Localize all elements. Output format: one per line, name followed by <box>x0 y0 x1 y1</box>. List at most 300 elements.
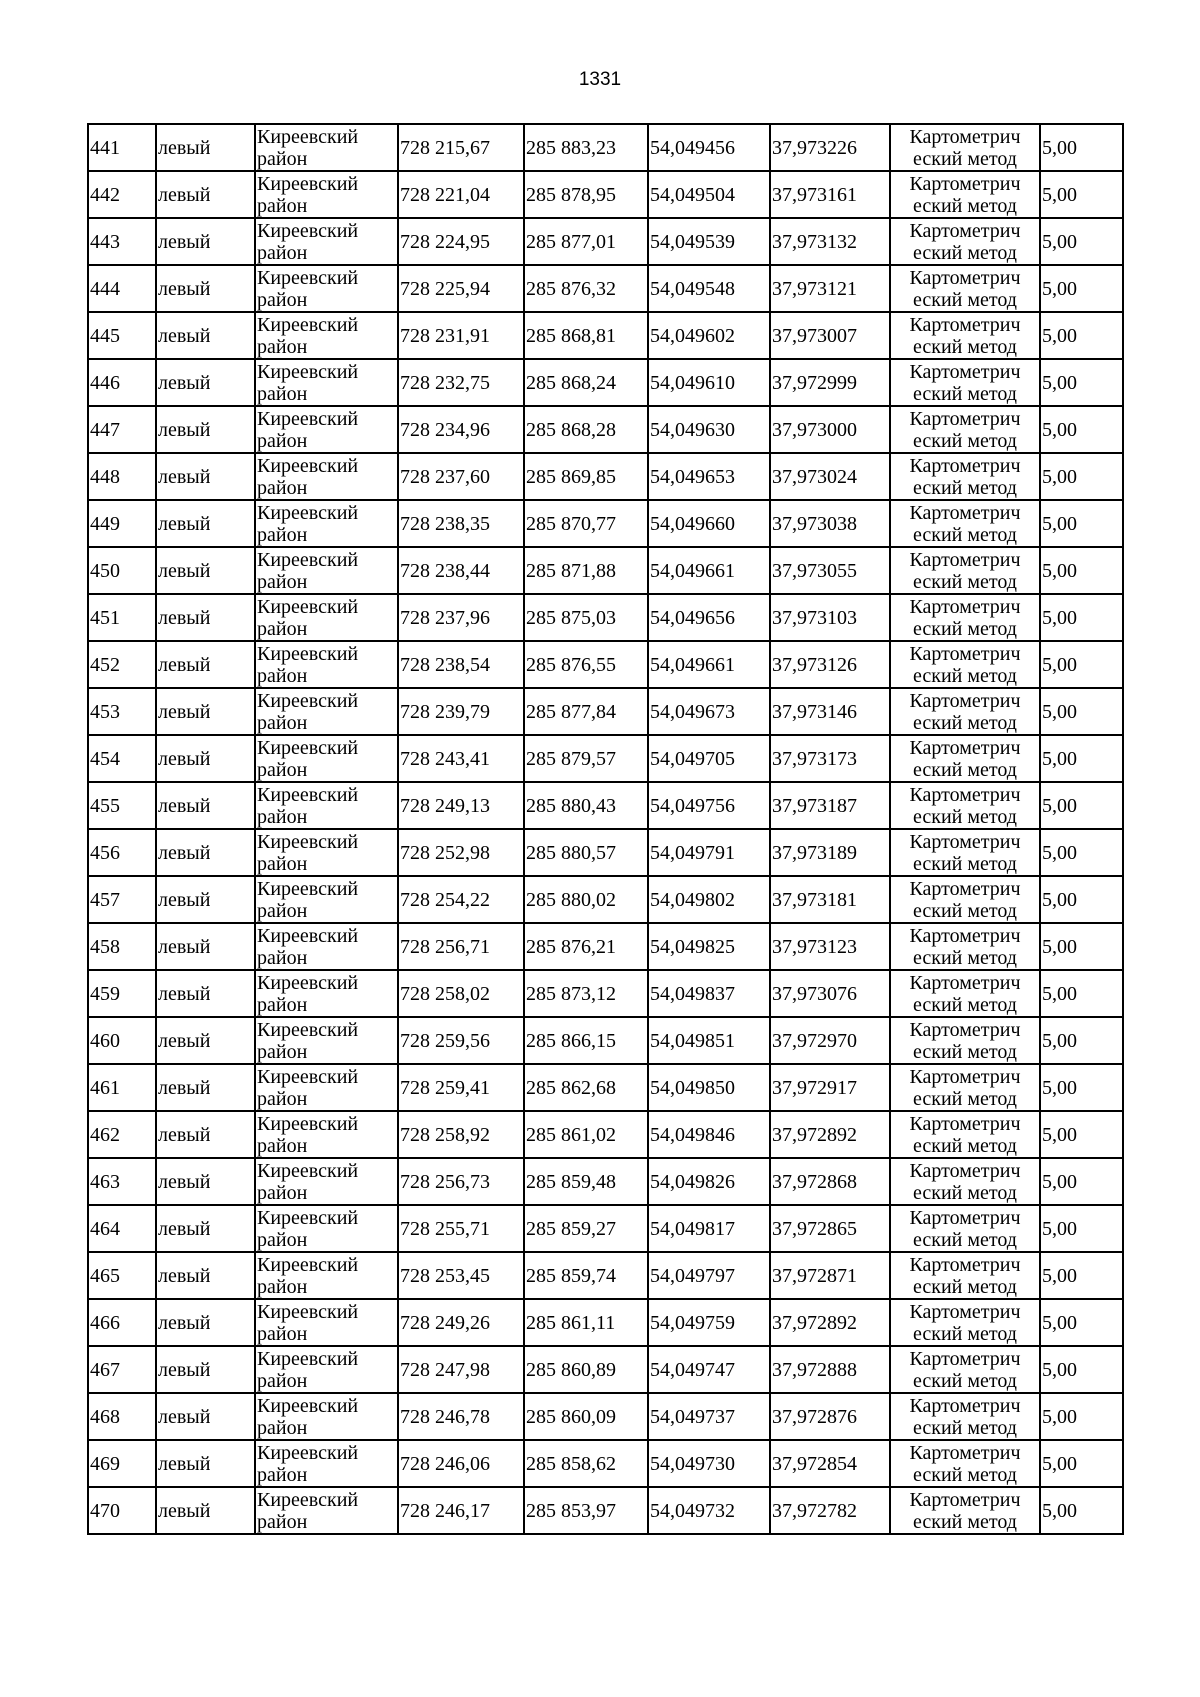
side-cell: левый <box>156 970 255 1017</box>
district-cell-line-2: район <box>257 1275 308 1298</box>
method-cell-line-1: Картометрич <box>909 219 1021 242</box>
x-coordinate-cell: 728 234,96 <box>398 406 524 453</box>
longitude-cell: 37,972854 <box>770 1440 890 1487</box>
method-cell-line-2: еский метод <box>913 1181 1017 1204</box>
y-coordinate-cell: 285 859,48 <box>524 1158 648 1205</box>
latitude-cell: 54,049846 <box>648 1111 770 1158</box>
district-cell <box>255 171 398 218</box>
method-cell-line-2: еский метод <box>913 288 1017 311</box>
method-cell-line-1: Картометрич <box>909 1441 1021 1464</box>
method-cell <box>890 124 1040 171</box>
district-cell <box>255 782 398 829</box>
method-cell-line-1: Картометрич <box>909 736 1021 759</box>
district-cell-line-1: Киреевский <box>257 1394 359 1417</box>
side-cell: левый <box>156 1487 255 1534</box>
district-cell <box>255 500 398 547</box>
longitude-cell: 37,973007 <box>770 312 890 359</box>
point-number-cell: 441 <box>88 124 156 171</box>
point-number-cell: 462 <box>88 1111 156 1158</box>
district-cell <box>255 1111 398 1158</box>
district-cell-line-2: район <box>257 1510 308 1533</box>
longitude-cell: 37,973132 <box>770 218 890 265</box>
latitude-cell: 54,049730 <box>648 1440 770 1487</box>
accuracy-cell: 5,00 <box>1040 923 1123 970</box>
y-coordinate-cell: 285 871,88 <box>524 547 648 594</box>
table-row <box>88 1205 1123 1252</box>
method-cell-line-1: Картометрич <box>909 1112 1021 1135</box>
method-cell-line-2: еский метод <box>913 1463 1017 1486</box>
district-cell-line-2: район <box>257 335 308 358</box>
longitude-cell: 37,973123 <box>770 923 890 970</box>
longitude-cell: 37,973121 <box>770 265 890 312</box>
y-coordinate-cell: 285 877,84 <box>524 688 648 735</box>
district-cell <box>255 406 398 453</box>
district-cell-line-1: Киреевский <box>257 407 359 430</box>
latitude-cell: 54,049825 <box>648 923 770 970</box>
y-coordinate-cell: 285 869,85 <box>524 453 648 500</box>
method-cell <box>890 829 1040 876</box>
district-cell <box>255 970 398 1017</box>
x-coordinate-cell: 728 232,75 <box>398 359 524 406</box>
longitude-cell: 37,972892 <box>770 1299 890 1346</box>
method-cell-line-2: еский метод <box>913 194 1017 217</box>
table-row <box>88 500 1123 547</box>
point-number-cell: 448 <box>88 453 156 500</box>
district-cell-line-2: район <box>257 664 308 687</box>
district-cell-line-2: район <box>257 194 308 217</box>
latitude-cell: 54,049504 <box>648 171 770 218</box>
y-coordinate-cell: 285 876,21 <box>524 923 648 970</box>
accuracy-cell: 5,00 <box>1040 1017 1123 1064</box>
method-cell-line-2: еский метод <box>913 946 1017 969</box>
district-cell-line-2: район <box>257 1463 308 1486</box>
longitude-cell: 37,972917 <box>770 1064 890 1111</box>
side-cell: левый <box>156 500 255 547</box>
table-row <box>88 453 1123 500</box>
point-number-cell: 442 <box>88 171 156 218</box>
accuracy-cell: 5,00 <box>1040 876 1123 923</box>
accuracy-cell: 5,00 <box>1040 782 1123 829</box>
method-cell <box>890 1111 1040 1158</box>
district-cell-line-2: район <box>257 711 308 734</box>
y-coordinate-cell: 285 860,89 <box>524 1346 648 1393</box>
district-cell-line-1: Киреевский <box>257 1347 359 1370</box>
district-cell-line-1: Киреевский <box>257 172 359 195</box>
longitude-cell: 37,972782 <box>770 1487 890 1534</box>
y-coordinate-cell: 285 880,02 <box>524 876 648 923</box>
side-cell: левый <box>156 1393 255 1440</box>
x-coordinate-cell: 728 237,96 <box>398 594 524 641</box>
district-cell <box>255 1440 398 1487</box>
table-row <box>88 124 1123 171</box>
method-cell <box>890 970 1040 1017</box>
district-cell-line-2: район <box>257 147 308 170</box>
point-number-cell: 444 <box>88 265 156 312</box>
method-cell <box>890 1487 1040 1534</box>
point-number-cell: 468 <box>88 1393 156 1440</box>
district-cell-line-1: Киреевский <box>257 1018 359 1041</box>
latitude-cell: 54,049732 <box>648 1487 770 1534</box>
method-cell-line-1: Картометрич <box>909 830 1021 853</box>
method-cell-line-2: еский метод <box>913 805 1017 828</box>
district-cell-line-1: Киреевский <box>257 501 359 524</box>
side-cell: левый <box>156 923 255 970</box>
side-cell: левый <box>156 1158 255 1205</box>
side-cell: левый <box>156 1440 255 1487</box>
longitude-cell: 37,972871 <box>770 1252 890 1299</box>
latitude-cell: 54,049602 <box>648 312 770 359</box>
longitude-cell: 37,972970 <box>770 1017 890 1064</box>
accuracy-cell: 5,00 <box>1040 1440 1123 1487</box>
side-cell: левый <box>156 359 255 406</box>
y-coordinate-cell: 285 866,15 <box>524 1017 648 1064</box>
district-cell <box>255 1487 398 1534</box>
side-cell: левый <box>156 124 255 171</box>
point-number-cell: 456 <box>88 829 156 876</box>
latitude-cell: 54,049630 <box>648 406 770 453</box>
side-cell: левый <box>156 1205 255 1252</box>
y-coordinate-cell: 285 876,32 <box>524 265 648 312</box>
accuracy-cell: 5,00 <box>1040 1111 1123 1158</box>
district-cell-line-1: Киреевский <box>257 1488 359 1511</box>
method-cell-line-1: Картометрич <box>909 1206 1021 1229</box>
accuracy-cell: 5,00 <box>1040 1299 1123 1346</box>
district-cell-line-2: район <box>257 1040 308 1063</box>
district-cell <box>255 1205 398 1252</box>
x-coordinate-cell: 728 259,56 <box>398 1017 524 1064</box>
table-row <box>88 265 1123 312</box>
latitude-cell: 54,049653 <box>648 453 770 500</box>
longitude-cell: 37,973187 <box>770 782 890 829</box>
district-cell <box>255 124 398 171</box>
district-cell <box>255 218 398 265</box>
longitude-cell: 37,972892 <box>770 1111 890 1158</box>
accuracy-cell: 5,00 <box>1040 1252 1123 1299</box>
table-row <box>88 594 1123 641</box>
method-cell-line-2: еский метод <box>913 1275 1017 1298</box>
latitude-cell: 54,049756 <box>648 782 770 829</box>
method-cell-line-2: еский метод <box>913 664 1017 687</box>
longitude-cell: 37,972868 <box>770 1158 890 1205</box>
side-cell: левый <box>156 1111 255 1158</box>
method-cell <box>890 1393 1040 1440</box>
method-cell-line-1: Картометрич <box>909 971 1021 994</box>
table-row <box>88 547 1123 594</box>
table-row <box>88 359 1123 406</box>
x-coordinate-cell: 728 247,98 <box>398 1346 524 1393</box>
latitude-cell: 54,049610 <box>648 359 770 406</box>
method-cell-line-1: Картометрич <box>909 689 1021 712</box>
district-cell <box>255 359 398 406</box>
method-cell-line-1: Картометрич <box>909 172 1021 195</box>
district-cell-line-2: район <box>257 1416 308 1439</box>
district-cell <box>255 641 398 688</box>
district-cell-line-2: район <box>257 852 308 875</box>
district-cell <box>255 312 398 359</box>
district-cell-line-2: район <box>257 570 308 593</box>
x-coordinate-cell: 728 254,22 <box>398 876 524 923</box>
latitude-cell: 54,049837 <box>648 970 770 1017</box>
table-row <box>88 171 1123 218</box>
method-cell <box>890 1064 1040 1111</box>
district-cell-line-2: район <box>257 1087 308 1110</box>
district-cell-line-2: район <box>257 429 308 452</box>
district-cell-line-2: район <box>257 758 308 781</box>
method-cell <box>890 547 1040 594</box>
longitude-cell: 37,973226 <box>770 124 890 171</box>
y-coordinate-cell: 285 859,74 <box>524 1252 648 1299</box>
method-cell-line-2: еский метод <box>913 429 1017 452</box>
side-cell: левый <box>156 829 255 876</box>
side-cell: левый <box>156 688 255 735</box>
method-cell-line-1: Картометрич <box>909 1488 1021 1511</box>
accuracy-cell: 5,00 <box>1040 1487 1123 1534</box>
y-coordinate-cell: 285 868,81 <box>524 312 648 359</box>
method-cell <box>890 1440 1040 1487</box>
point-number-cell: 450 <box>88 547 156 594</box>
district-cell-line-1: Киреевский <box>257 1253 359 1276</box>
side-cell: левый <box>156 1064 255 1111</box>
district-cell <box>255 1252 398 1299</box>
method-cell-line-2: еский метод <box>913 147 1017 170</box>
district-cell-line-2: район <box>257 288 308 311</box>
table-row <box>88 1017 1123 1064</box>
point-number-cell: 452 <box>88 641 156 688</box>
method-cell <box>890 359 1040 406</box>
y-coordinate-cell: 285 878,95 <box>524 171 648 218</box>
x-coordinate-cell: 728 249,13 <box>398 782 524 829</box>
point-number-cell: 460 <box>88 1017 156 1064</box>
y-coordinate-cell: 285 876,55 <box>524 641 648 688</box>
x-coordinate-cell: 728 255,71 <box>398 1205 524 1252</box>
x-coordinate-cell: 728 238,35 <box>398 500 524 547</box>
x-coordinate-cell: 728 221,04 <box>398 171 524 218</box>
method-cell <box>890 1299 1040 1346</box>
district-cell <box>255 265 398 312</box>
district-cell-line-2: район <box>257 1134 308 1157</box>
point-number-cell: 463 <box>88 1158 156 1205</box>
district-cell <box>255 735 398 782</box>
district-cell-line-2: район <box>257 523 308 546</box>
latitude-cell: 54,049817 <box>648 1205 770 1252</box>
point-number-cell: 461 <box>88 1064 156 1111</box>
method-cell-line-2: еский метод <box>913 1087 1017 1110</box>
method-cell-line-2: еский метод <box>913 335 1017 358</box>
district-cell <box>255 688 398 735</box>
longitude-cell: 37,972888 <box>770 1346 890 1393</box>
x-coordinate-cell: 728 225,94 <box>398 265 524 312</box>
y-coordinate-cell: 285 868,24 <box>524 359 648 406</box>
y-coordinate-cell: 285 873,12 <box>524 970 648 1017</box>
district-cell-line-1: Киреевский <box>257 360 359 383</box>
district-cell-line-2: район <box>257 1181 308 1204</box>
x-coordinate-cell: 728 238,54 <box>398 641 524 688</box>
table-row <box>88 1252 1123 1299</box>
y-coordinate-cell: 285 860,09 <box>524 1393 648 1440</box>
point-number-cell: 449 <box>88 500 156 547</box>
latitude-cell: 54,049660 <box>648 500 770 547</box>
district-cell <box>255 547 398 594</box>
method-cell <box>890 218 1040 265</box>
side-cell: левый <box>156 265 255 312</box>
table-row <box>88 1064 1123 1111</box>
y-coordinate-cell: 285 870,77 <box>524 500 648 547</box>
longitude-cell: 37,973103 <box>770 594 890 641</box>
district-cell-line-1: Киреевский <box>257 1300 359 1323</box>
table-body <box>88 124 1123 1534</box>
accuracy-cell: 5,00 <box>1040 594 1123 641</box>
method-cell-line-1: Картометрич <box>909 501 1021 524</box>
latitude-cell: 54,049851 <box>648 1017 770 1064</box>
point-number-cell: 451 <box>88 594 156 641</box>
district-cell-line-1: Киреевский <box>257 1441 359 1464</box>
method-cell-line-1: Картометрич <box>909 454 1021 477</box>
x-coordinate-cell: 728 246,78 <box>398 1393 524 1440</box>
district-cell-line-1: Киреевский <box>257 1112 359 1135</box>
table-row <box>88 312 1123 359</box>
longitude-cell: 37,973146 <box>770 688 890 735</box>
point-number-cell: 447 <box>88 406 156 453</box>
method-cell-line-1: Картометрич <box>909 1065 1021 1088</box>
longitude-cell: 37,973055 <box>770 547 890 594</box>
latitude-cell: 54,049747 <box>648 1346 770 1393</box>
district-cell-line-1: Киреевский <box>257 689 359 712</box>
method-cell <box>890 641 1040 688</box>
point-number-cell: 457 <box>88 876 156 923</box>
district-cell <box>255 829 398 876</box>
side-cell: левый <box>156 641 255 688</box>
method-cell <box>890 1346 1040 1393</box>
method-cell-line-1: Картометрич <box>909 1347 1021 1370</box>
side-cell: левый <box>156 735 255 782</box>
method-cell-line-1: Картометрич <box>909 1018 1021 1041</box>
y-coordinate-cell: 285 883,23 <box>524 124 648 171</box>
latitude-cell: 54,049791 <box>648 829 770 876</box>
method-cell-line-1: Картометрич <box>909 266 1021 289</box>
method-cell-line-2: еский метод <box>913 476 1017 499</box>
accuracy-cell: 5,00 <box>1040 688 1123 735</box>
y-coordinate-cell: 285 880,57 <box>524 829 648 876</box>
method-cell-line-1: Картометрич <box>909 877 1021 900</box>
method-cell-line-1: Картометрич <box>909 407 1021 430</box>
x-coordinate-cell: 728 258,92 <box>398 1111 524 1158</box>
longitude-cell: 37,973161 <box>770 171 890 218</box>
district-cell <box>255 453 398 500</box>
y-coordinate-cell: 285 858,62 <box>524 1440 648 1487</box>
x-coordinate-cell: 728 224,95 <box>398 218 524 265</box>
accuracy-cell: 5,00 <box>1040 829 1123 876</box>
latitude-cell: 54,049548 <box>648 265 770 312</box>
x-coordinate-cell: 728 249,26 <box>398 1299 524 1346</box>
side-cell: левый <box>156 453 255 500</box>
method-cell-line-1: Картометрич <box>909 1253 1021 1276</box>
method-cell <box>890 923 1040 970</box>
side-cell: левый <box>156 1017 255 1064</box>
method-cell-line-2: еский метод <box>913 899 1017 922</box>
district-cell-line-1: Киреевский <box>257 125 359 148</box>
district-cell-line-2: район <box>257 946 308 969</box>
method-cell-line-1: Картометрич <box>909 1159 1021 1182</box>
method-cell-line-2: еский метод <box>913 1416 1017 1439</box>
method-cell <box>890 1205 1040 1252</box>
x-coordinate-cell: 728 256,71 <box>398 923 524 970</box>
method-cell <box>890 406 1040 453</box>
table-row <box>88 1111 1123 1158</box>
district-cell-line-2: район <box>257 617 308 640</box>
x-coordinate-cell: 728 253,45 <box>398 1252 524 1299</box>
side-cell: левый <box>156 876 255 923</box>
district-cell-line-2: район <box>257 899 308 922</box>
district-cell-line-1: Киреевский <box>257 548 359 571</box>
longitude-cell: 37,973038 <box>770 500 890 547</box>
table-row <box>88 735 1123 782</box>
method-cell-line-1: Картометрич <box>909 313 1021 336</box>
accuracy-cell: 5,00 <box>1040 1346 1123 1393</box>
x-coordinate-cell: 728 238,44 <box>398 547 524 594</box>
longitude-cell: 37,973173 <box>770 735 890 782</box>
district-cell-line-2: район <box>257 1322 308 1345</box>
y-coordinate-cell: 285 880,43 <box>524 782 648 829</box>
x-coordinate-cell: 728 246,06 <box>398 1440 524 1487</box>
side-cell: левый <box>156 1299 255 1346</box>
x-coordinate-cell: 728 237,60 <box>398 453 524 500</box>
x-coordinate-cell: 728 252,98 <box>398 829 524 876</box>
district-cell <box>255 1158 398 1205</box>
latitude-cell: 54,049737 <box>648 1393 770 1440</box>
latitude-cell: 54,049661 <box>648 641 770 688</box>
x-coordinate-cell: 728 239,79 <box>398 688 524 735</box>
point-number-cell: 464 <box>88 1205 156 1252</box>
table-row <box>88 970 1123 1017</box>
accuracy-cell: 5,00 <box>1040 641 1123 688</box>
latitude-cell: 54,049656 <box>648 594 770 641</box>
longitude-cell: 37,972876 <box>770 1393 890 1440</box>
method-cell <box>890 735 1040 782</box>
y-coordinate-cell: 285 875,03 <box>524 594 648 641</box>
accuracy-cell: 5,00 <box>1040 1158 1123 1205</box>
district-cell-line-1: Киреевский <box>257 1206 359 1229</box>
accuracy-cell: 5,00 <box>1040 406 1123 453</box>
side-cell: левый <box>156 312 255 359</box>
side-cell: левый <box>156 782 255 829</box>
longitude-cell: 37,973000 <box>770 406 890 453</box>
x-coordinate-cell: 728 258,02 <box>398 970 524 1017</box>
method-cell <box>890 500 1040 547</box>
district-cell-line-2: район <box>257 241 308 264</box>
side-cell: левый <box>156 1252 255 1299</box>
longitude-cell: 37,973181 <box>770 876 890 923</box>
district-cell-line-2: район <box>257 1228 308 1251</box>
method-cell-line-1: Картометрич <box>909 125 1021 148</box>
y-coordinate-cell: 285 877,01 <box>524 218 648 265</box>
point-number-cell: 467 <box>88 1346 156 1393</box>
method-cell <box>890 1252 1040 1299</box>
point-number-cell: 469 <box>88 1440 156 1487</box>
table-row <box>88 1158 1123 1205</box>
method-cell <box>890 453 1040 500</box>
side-cell: левый <box>156 594 255 641</box>
district-cell-line-2: район <box>257 993 308 1016</box>
method-cell-line-1: Картометрич <box>909 360 1021 383</box>
table-row <box>88 782 1123 829</box>
method-cell-line-2: еский метод <box>913 1228 1017 1251</box>
table-row <box>88 923 1123 970</box>
method-cell-line-2: еский метод <box>913 1040 1017 1063</box>
method-cell-line-1: Картометрич <box>909 1394 1021 1417</box>
accuracy-cell: 5,00 <box>1040 735 1123 782</box>
method-cell <box>890 594 1040 641</box>
y-coordinate-cell: 285 861,11 <box>524 1299 648 1346</box>
